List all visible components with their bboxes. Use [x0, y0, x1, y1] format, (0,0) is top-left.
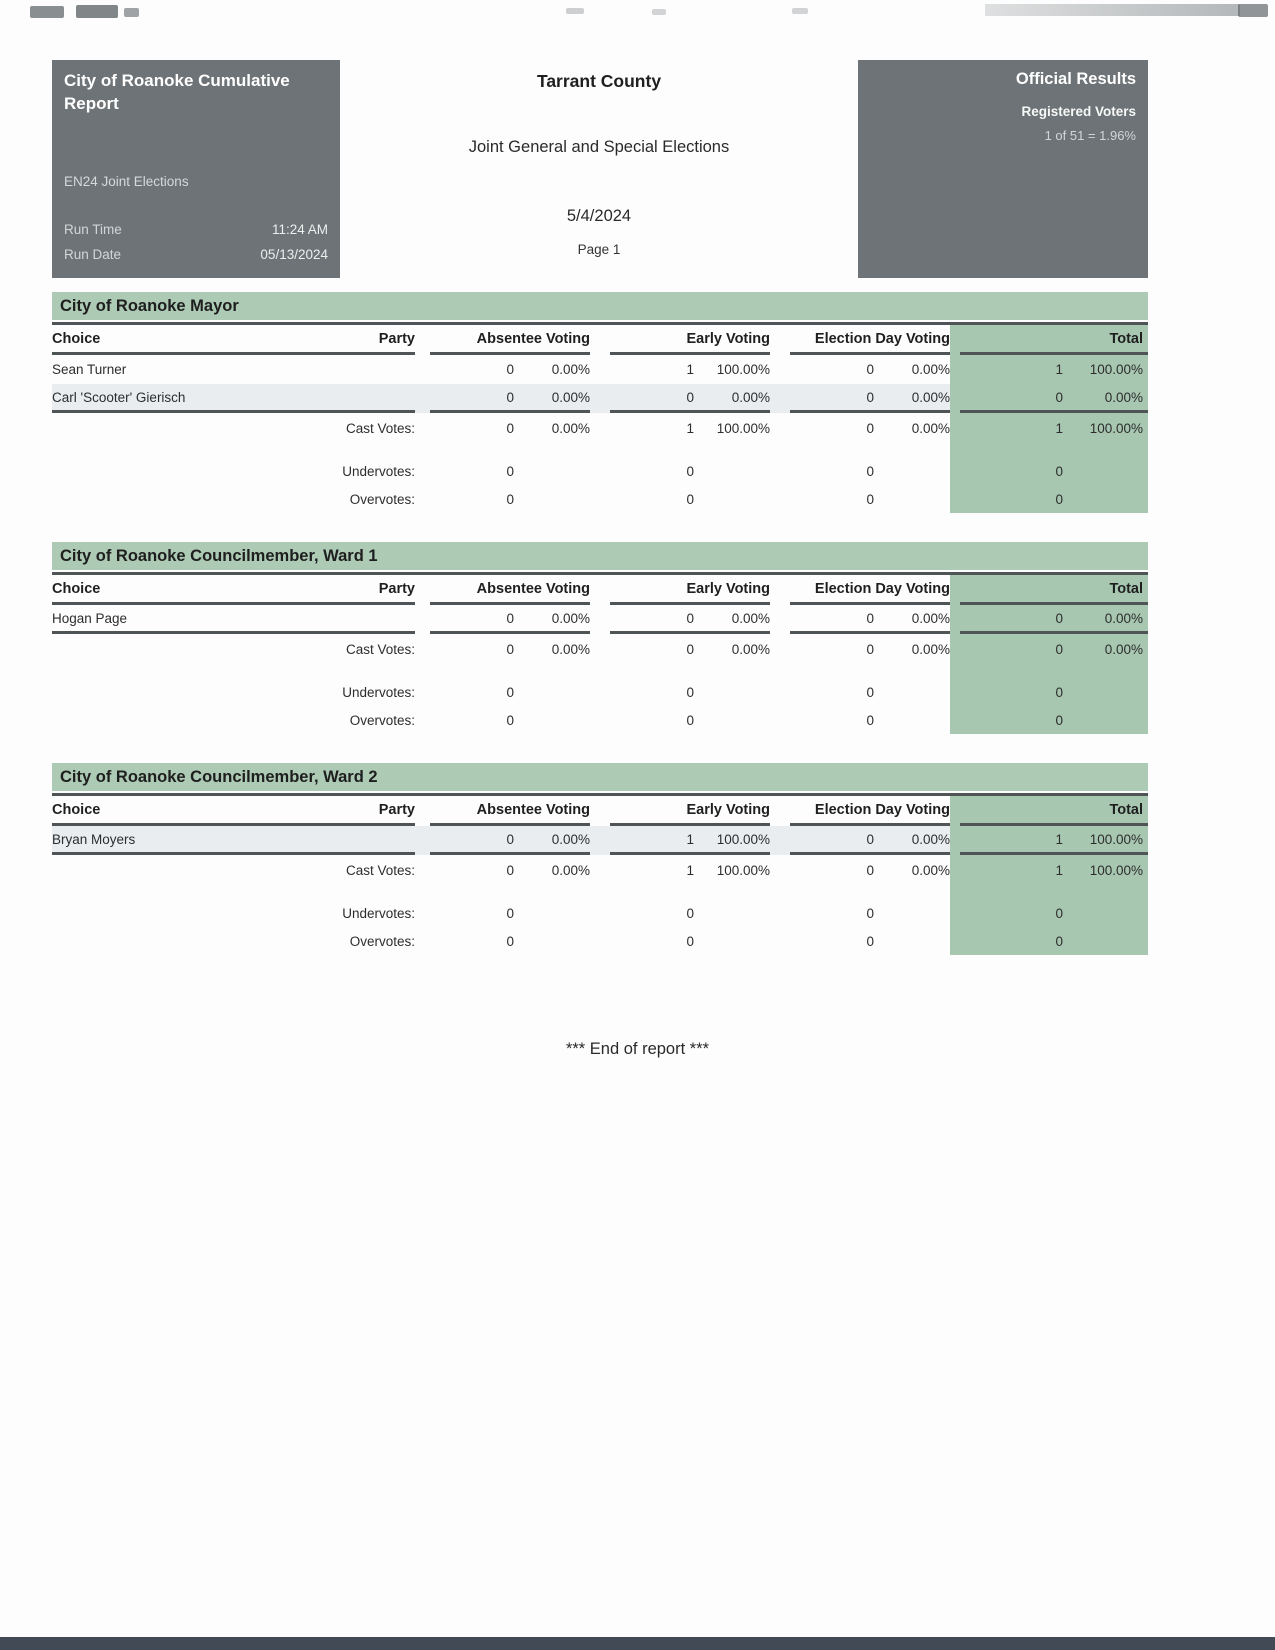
run-date-label: Run Date — [64, 247, 122, 262]
cast-votes-row: Cast Votes: 0 0.00% 1 100.00% 0 0.00% 1 100.00% — [52, 413, 1148, 444]
absentee-cell: 0 0.00% — [430, 605, 590, 634]
absentee-column-header: Absentee Voting — [430, 796, 590, 826]
election-day-column-header: Election Day Voting — [790, 796, 950, 826]
contest-title: City of Roanoke Councilmember, Ward 1 — [52, 542, 1148, 570]
run-time-row — [64, 222, 328, 237]
party-column-header: Party — [378, 330, 415, 347]
undervotes-label: Undervotes: — [342, 684, 415, 700]
page-bottom-edge — [0, 1637, 1275, 1650]
contest-table-ward2 — [52, 763, 1148, 955]
table-header-row — [52, 796, 1148, 826]
candidate-name: Hogan Page — [52, 610, 128, 626]
undervotes-row: Undervotes: 0 0 0 0 — [52, 457, 1148, 485]
election-day-cell: 0 0.00% — [866, 362, 950, 377]
overvotes-label: Overvotes: — [349, 712, 415, 728]
overvotes-row: Overvotes: 0 0 0 0 — [52, 706, 1148, 734]
party-column-header: Party — [378, 580, 415, 597]
cast-votes-label: Cast Votes: — [345, 863, 415, 878]
candidate-row — [52, 384, 1148, 413]
spacer-row — [52, 665, 1148, 678]
choice-column-header: Choice — [52, 801, 101, 818]
early-column-header: Early Voting — [610, 796, 770, 826]
run-info — [64, 222, 328, 268]
candidate-row — [52, 605, 1148, 634]
candidate-row — [52, 355, 1148, 384]
absentee-column-header: Absentee Voting — [430, 575, 590, 605]
header-center — [340, 60, 858, 278]
absentee-column-header: Absentee Voting — [430, 325, 590, 355]
scan-artifact — [30, 6, 64, 18]
run-time-value: 11:24 AM — [271, 222, 328, 237]
registered-voters-value: 1 of 51 = 1.96% — [1044, 128, 1136, 143]
total-cell: 1 100.00% — [960, 355, 1148, 384]
total-column-header: Total — [960, 796, 1148, 826]
scan-artifact — [652, 9, 666, 15]
candidate-name: Sean Turner — [52, 362, 127, 377]
run-time-label: Run Time — [64, 222, 122, 237]
absentee-cell: 0 0.00% — [430, 826, 590, 855]
total-cell: 1 100.00% — [960, 826, 1148, 855]
scan-artifact — [985, 4, 1240, 16]
undervotes-label: Undervotes: — [342, 463, 415, 479]
total-cell: 0 — [960, 899, 1148, 927]
scan-artifact — [792, 8, 808, 14]
election-day-cell: 0 0.00% — [790, 826, 950, 855]
election-day-cell: 0 0.00% — [790, 384, 950, 413]
run-date-value: 05/13/2024 — [260, 247, 328, 262]
candidate-row — [52, 826, 1148, 855]
overvotes-label: Overvotes: — [349, 491, 415, 507]
contest-title: City of Roanoke Councilmember, Ward 2 — [52, 763, 1148, 791]
page-header — [52, 60, 1148, 278]
registered-voters-label: Registered Voters — [1021, 104, 1136, 119]
page-number: Page 1 — [577, 242, 621, 257]
contest-table-mayor — [52, 292, 1148, 513]
total-cell: 0 0.00% — [960, 634, 1148, 665]
scan-artifact — [76, 5, 118, 18]
election-day-column-header: Election Day Voting — [790, 325, 950, 355]
total-cell: 0 0.00% — [960, 384, 1148, 413]
total-cell: 1 100.00% — [960, 855, 1148, 886]
total-cell: 0 — [960, 927, 1148, 955]
total-cell: 1 100.00% — [960, 413, 1148, 444]
choice-party-header — [52, 325, 415, 355]
early-cell: 0 0.00% — [610, 605, 770, 634]
cast-votes-row: Cast Votes: 0 0.00% 0 0.00% 0 0.00% 0 0.00% — [52, 634, 1148, 665]
scan-artifact — [1238, 4, 1268, 17]
total-cell: 0 0.00% — [960, 605, 1148, 634]
contest-title: City of Roanoke Mayor — [52, 292, 1148, 320]
total-cell: 0 — [960, 485, 1148, 513]
end-of-report-text: *** End of report *** — [565, 1040, 710, 1058]
cast-votes-label: Cast Votes: — [345, 421, 415, 436]
undervotes-label: Undervotes: — [342, 905, 415, 921]
cast-votes-label: Cast Votes: — [345, 642, 415, 657]
spacer-row — [52, 886, 1148, 899]
total-cell: 0 — [960, 706, 1148, 734]
undervotes-row: Undervotes: 0 0 0 0 — [52, 899, 1148, 927]
overvotes-row: Overvotes: 0 0 0 0 — [52, 485, 1148, 513]
choice-column-header: Choice — [52, 330, 101, 347]
choice-party-header — [52, 796, 415, 826]
report-info-box — [52, 60, 340, 278]
election-name: Joint General and Special Elections — [468, 138, 730, 156]
county-name: Tarrant County — [536, 71, 662, 91]
early-column-header: Early Voting — [610, 325, 770, 355]
official-results-title: Official Results — [1015, 70, 1136, 88]
official-results-box — [858, 60, 1148, 278]
total-cell: 0 — [960, 457, 1148, 485]
undervotes-row: Undervotes: 0 0 0 0 — [52, 678, 1148, 706]
scan-artifact — [566, 8, 584, 14]
contest-table-ward1 — [52, 542, 1148, 734]
total-column-header: Total — [960, 575, 1148, 605]
candidate-name: Bryan Moyers — [52, 831, 136, 847]
table-header-row — [52, 575, 1148, 605]
candidate-name: Carl 'Scooter' Gierisch — [52, 389, 186, 405]
early-cell: 1 100.00% — [686, 362, 770, 377]
run-date-row — [64, 247, 328, 262]
scan-artifact — [124, 8, 139, 17]
report-subtitle: EN24 Joint Elections — [64, 173, 189, 189]
table-header-row — [52, 325, 1148, 355]
early-cell: 0 0.00% — [610, 384, 770, 413]
election-day-column-header: Election Day Voting — [790, 575, 950, 605]
total-column-header: Total — [960, 325, 1148, 355]
absentee-cell: 0 0.00% — [506, 362, 590, 377]
spacer-row — [52, 444, 1148, 457]
choice-column-header: Choice — [52, 580, 101, 597]
total-cell: 0 — [960, 678, 1148, 706]
party-column-header: Party — [378, 801, 415, 818]
early-cell: 1 100.00% — [610, 826, 770, 855]
overvotes-label: Overvotes: — [349, 933, 415, 949]
choice-party-header — [52, 575, 415, 605]
early-column-header: Early Voting — [610, 575, 770, 605]
absentee-cell: 0 0.00% — [430, 384, 590, 413]
overvotes-row: Overvotes: 0 0 0 0 — [52, 927, 1148, 955]
election-day-cell: 0 0.00% — [790, 605, 950, 634]
report-title: City of Roanoke Cumulative Report — [64, 71, 290, 113]
election-date: 5/4/2024 — [566, 207, 632, 225]
cast-votes-row: Cast Votes: 0 0.00% 1 100.00% 0 0.00% 1 100.00% — [52, 855, 1148, 886]
